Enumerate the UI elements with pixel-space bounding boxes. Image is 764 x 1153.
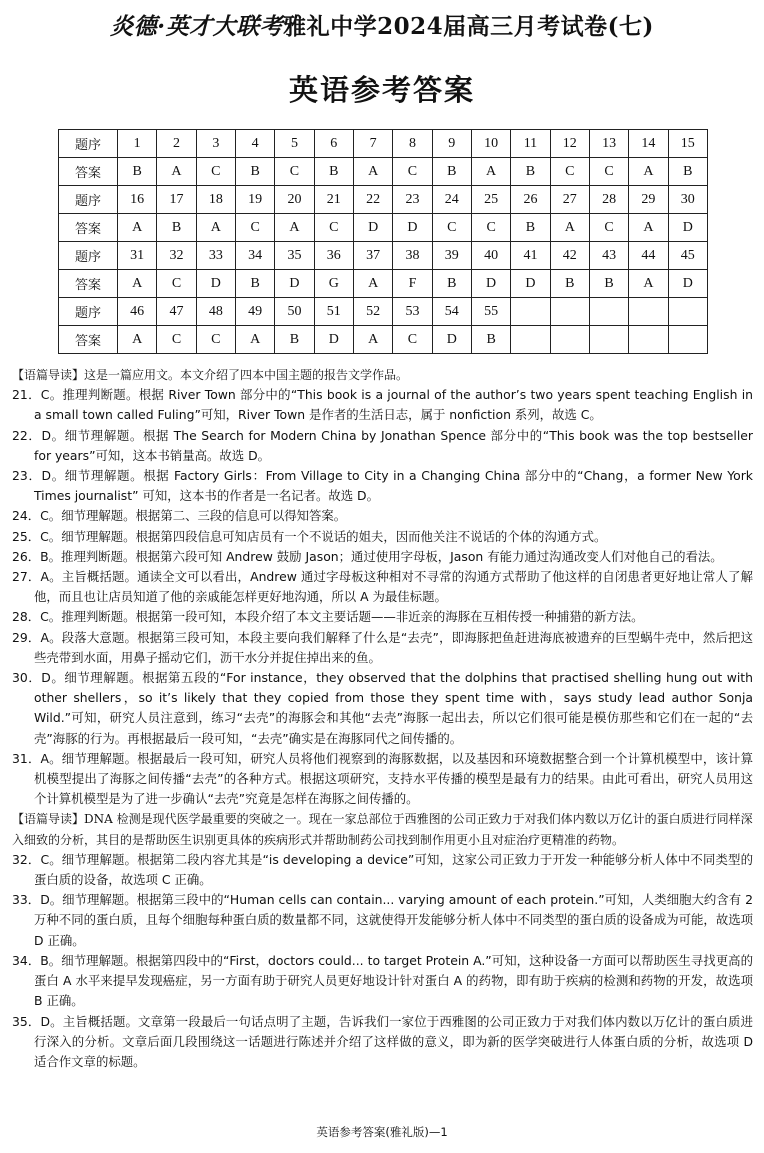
answer-cell: B xyxy=(511,214,550,242)
row-label: 答案 xyxy=(59,326,118,354)
answer-cell: D xyxy=(471,270,510,298)
question-number-cell: 35 xyxy=(275,242,314,270)
answer-row xyxy=(59,270,708,298)
number-row xyxy=(59,298,708,326)
question-number-cell: 3 xyxy=(196,130,235,158)
explanation-34: 34．B。细节理解题。根据第四段中的“First，doctors could... to target Protein A.”可知，这种设备一方面可以帮助医生寻找更高的蛋白 A 水平来提早发现癌症，另一方面有助于研究人员更好地设计针对蛋白 A 的药物，即有助于疾病的检测和药物的开发，故选项 B 正确。 xyxy=(12,952,753,1009)
question-number-cell: 2 xyxy=(157,130,196,158)
question-number-cell: 48 xyxy=(196,298,235,326)
explanation-32: 32．C。细节理解题。根据第二段内容尤其是“is developing a device”可知，这家公司正致力于开发一种能够分析人体中不同类型的蛋白质的设备，故选项 C 正确。 xyxy=(12,851,753,888)
question-number-cell: 5 xyxy=(275,130,314,158)
row-label: 答案 xyxy=(59,270,118,298)
answer-cell: D xyxy=(668,270,707,298)
answer-cell: C xyxy=(393,326,432,354)
answer-row xyxy=(59,214,708,242)
question-number-cell: 21 xyxy=(314,186,353,214)
number-row xyxy=(59,242,708,270)
answer-cell: C xyxy=(314,214,353,242)
answer-cell: B xyxy=(511,158,550,186)
explanation-27: 27．A。主旨概括题。通读全文可以看出，Andrew 通过字母板这种相对不寻常的沟通方式帮助了他这样的自闭患者更好地让常人了解他，而且也让店员知道了他的亲戚能怎样更好地沟通，所以 A 为最佳标题。 xyxy=(12,569,753,605)
question-number-cell: 8 xyxy=(393,130,432,158)
question-number-cell: 47 xyxy=(157,298,196,326)
answer-cell: B xyxy=(550,270,589,298)
answer-cell: B xyxy=(589,270,628,298)
question-number-cell: 36 xyxy=(314,242,353,270)
answer-cell: D xyxy=(432,326,471,354)
answer-cell: C xyxy=(275,158,314,186)
answer-cell: A xyxy=(353,326,392,354)
answer-cell: B xyxy=(235,270,274,298)
answer-cell xyxy=(668,326,707,354)
answer-cell: B xyxy=(157,214,196,242)
number-row xyxy=(59,130,708,158)
answer-cell: B xyxy=(432,270,471,298)
question-number-cell: 41 xyxy=(511,242,550,270)
question-number-cell: 26 xyxy=(511,186,550,214)
question-number-cell: 37 xyxy=(353,242,392,270)
question-number-cell: 53 xyxy=(393,298,432,326)
question-number-cell: 15 xyxy=(668,130,707,158)
answer-cell: F xyxy=(393,270,432,298)
answer-cell xyxy=(511,326,550,354)
answer-cell: C xyxy=(157,326,196,354)
answer-cell: C xyxy=(589,214,628,242)
question-number-cell: 12 xyxy=(550,130,589,158)
question-number-cell: 22 xyxy=(353,186,392,214)
row-label: 题序 xyxy=(59,130,118,158)
question-number-cell: 45 xyxy=(668,242,707,270)
answer-cell: A xyxy=(353,270,392,298)
explanation-23: 23．D。细节理解题。根据 Factory Girls：From Village to City in a Changing China 部分中的“Chang，a former New York Times journalist” 可知，这本书的作者是一名记者。故选 D。 xyxy=(12,468,753,504)
answer-cell: A xyxy=(471,158,510,186)
row-label: 答案 xyxy=(59,214,118,242)
explanation-22: 22．D。细节理解题。根据 The Search for Modern China by Jonathan Spence 部分中的“This book was the top bestseller for years”可知，这本书销量高。故选 D。 xyxy=(12,427,753,463)
question-number-cell: 39 xyxy=(432,242,471,270)
question-number-cell: 14 xyxy=(629,130,668,158)
question-number-cell: 4 xyxy=(235,130,274,158)
question-number-cell: 6 xyxy=(314,130,353,158)
answer-row xyxy=(59,158,708,186)
question-number-cell xyxy=(550,298,589,326)
row-label: 题序 xyxy=(59,298,118,326)
question-number-cell: 44 xyxy=(629,242,668,270)
question-number-cell xyxy=(668,298,707,326)
answer-cell: B xyxy=(275,326,314,354)
question-number-cell xyxy=(629,298,668,326)
passage-guide-1: 【语篇导读】这是一篇应用文。本文介绍了四本中国主题的报告文学作品。 xyxy=(12,368,409,382)
explanation-24: 24．C。细节理解题。根据第二、三段的信息可以得知答案。 xyxy=(12,508,347,524)
question-number-cell: 54 xyxy=(432,298,471,326)
row-label: 题序 xyxy=(59,242,118,270)
question-number-cell: 23 xyxy=(393,186,432,214)
passage-guide-2: 【语篇导读】DNA 检测是现代医学最重要的突破之一。现在一家总部位于西雅图的公司正致力于对我们体内数以万亿计的蛋白质进行同样深入细致的分析，其目的是帮助医生识别更具体的疾病形式并帮助制药公司找到制作用更小且对症治疗更精准的药物。 xyxy=(12,812,753,847)
question-number-cell: 40 xyxy=(471,242,510,270)
number-row xyxy=(59,186,708,214)
answer-cell: C xyxy=(196,326,235,354)
question-number-cell: 19 xyxy=(235,186,274,214)
question-number-cell: 17 xyxy=(157,186,196,214)
answer-cell: C xyxy=(235,214,274,242)
explanation-28: 28．C。推理判断题。根据第一段可知，本段介绍了本文主要话题——非近亲的海豚在互相传授一种捕猎的新方法。 xyxy=(12,609,644,625)
row-label: 题序 xyxy=(59,186,118,214)
answer-cell: D xyxy=(353,214,392,242)
answer-cell: B xyxy=(471,326,510,354)
question-number-cell: 46 xyxy=(118,298,157,326)
question-number-cell: 43 xyxy=(589,242,628,270)
answer-cell: C xyxy=(157,270,196,298)
question-number-cell: 1 xyxy=(118,130,157,158)
question-number-cell: 9 xyxy=(432,130,471,158)
answer-cell: B xyxy=(668,158,707,186)
question-number-cell: 16 xyxy=(118,186,157,214)
explanations xyxy=(12,365,753,1072)
explanation-21: 21．C。推理判断题。根据 River Town 部分中的“This book is a journal of the author’s two years spent teaching English in a small town called Fuling”可知，River Town 是作者的生活日志，属于 nonfiction 系列，故选 C。 xyxy=(12,387,753,423)
answer-cell: C xyxy=(471,214,510,242)
answer-cell: D xyxy=(668,214,707,242)
question-number-cell: 49 xyxy=(235,298,274,326)
answer-cell: D xyxy=(314,326,353,354)
question-number-cell: 28 xyxy=(589,186,628,214)
question-number-cell xyxy=(589,298,628,326)
question-number-cell: 34 xyxy=(235,242,274,270)
explanation-25: 25．C。细节理解题。根据第四段信息可知店员有一个不说话的姐夫，因而他关注不说话的个体的沟通方式。 xyxy=(12,528,607,544)
answer-cell: B xyxy=(314,158,353,186)
answer-cell: C xyxy=(589,158,628,186)
question-number-cell: 42 xyxy=(550,242,589,270)
answer-cell: A xyxy=(118,214,157,242)
question-number-cell: 18 xyxy=(196,186,235,214)
answer-row xyxy=(59,326,708,354)
explanation-35: 35．D。主旨概括题。文章第一段最后一句话点明了主题，告诉我们一家位于西雅图的公司正致力于对我们体内数以万亿计的蛋白质进行深入的分析。文章后面几段围绕这一话题进行陈述并介绍了这样做的意义，即为新的医学突破进行人体蛋白质的分析，故选项 D 适合作文章的标题。 xyxy=(12,1013,753,1069)
question-number-cell: 31 xyxy=(118,242,157,270)
answer-cell xyxy=(629,326,668,354)
question-number-cell: 20 xyxy=(275,186,314,214)
question-number-cell: 24 xyxy=(432,186,471,214)
question-number-cell: 13 xyxy=(589,130,628,158)
question-number-cell: 25 xyxy=(471,186,510,214)
question-number-cell: 11 xyxy=(511,130,550,158)
question-number-cell: 30 xyxy=(668,186,707,214)
question-number-cell: 55 xyxy=(471,298,510,326)
answer-cell: C xyxy=(393,158,432,186)
answer-cell: A xyxy=(353,158,392,186)
answer-cell: D xyxy=(511,270,550,298)
answer-cell: C xyxy=(196,158,235,186)
answer-cell: A xyxy=(629,270,668,298)
answer-cell: A xyxy=(629,214,668,242)
answer-cell: A xyxy=(275,214,314,242)
answer-cell: C xyxy=(550,158,589,186)
answer-cell: A xyxy=(550,214,589,242)
answer-cell: A xyxy=(235,326,274,354)
page-title: 英语参考答案 xyxy=(288,73,475,107)
page-footer: 英语参考答案(雅礼版)—1 xyxy=(316,1125,448,1139)
answer-cell: A xyxy=(118,326,157,354)
brand-name: 炎德·英才大联考 xyxy=(110,13,284,40)
answer-cell: B xyxy=(432,158,471,186)
question-number-cell: 38 xyxy=(393,242,432,270)
answer-cell: A xyxy=(629,158,668,186)
explanation-26: 26．B。推理判断题。根据第六段可知 Andrew 鼓励 Jason；通过使用字母板，Jason 有能力通过沟通改变人们对他自己的看法。 xyxy=(12,548,723,564)
question-number-cell: 7 xyxy=(353,130,392,158)
answer-cell: A xyxy=(118,270,157,298)
question-number-cell: 50 xyxy=(275,298,314,326)
answer-cell: B xyxy=(235,158,274,186)
answer-cell: B xyxy=(118,158,157,186)
answer-cell: G xyxy=(314,270,353,298)
answer-cell: D xyxy=(196,270,235,298)
explanation-30: 30．D。细节理解题。根据第五段的“For instance，they observed that the dolphins that practised shelling hung out with other shellers，so it’s likely that they copied from those they spent time with，says study lead author Sonja Wild.”可知，研究人员注意到，练习“去壳”的海豚会和其他“去壳”海豚一起出去，所以它们很可能是模仿那些和它们在一起的“去壳”海豚的行为。再根据最后一段可知，“去壳”确实是在海豚同代之间传播的。 xyxy=(12,670,753,746)
answer-cell: A xyxy=(196,214,235,242)
row-label: 答案 xyxy=(59,158,118,186)
exam-header xyxy=(0,8,764,41)
answer-cell: C xyxy=(432,214,471,242)
question-number-cell: 10 xyxy=(471,130,510,158)
question-number-cell: 27 xyxy=(550,186,589,214)
question-number-cell xyxy=(511,298,550,326)
answer-cell: A xyxy=(157,158,196,186)
question-number-cell: 29 xyxy=(629,186,668,214)
answer-cell: D xyxy=(393,214,432,242)
explanation-33: 33．D。细节理解题。根据第三段中的“Human cells can contain... varying amount of each protein.”可知，人类细胞大约含有 2 万种不同的蛋白质，且每个细胞每种蛋白质的数量都不同，这就使得开发能够分析人体中不同类型的蛋白质的设备成为可能，故选项 D 正确。 xyxy=(12,892,753,948)
answer-cell xyxy=(589,326,628,354)
question-number-cell: 51 xyxy=(314,298,353,326)
question-number-cell: 52 xyxy=(353,298,392,326)
answer-cell: D xyxy=(275,270,314,298)
exam-name: 雅礼中学2024届高三月考试卷(七) xyxy=(283,13,654,40)
question-number-cell: 32 xyxy=(157,242,196,270)
explanation-31: 31．A。细节理解题。根据最后一段可知，研究人员将他们视察到的海豚数据，以及基因和环境数据整合到一个计算机模型中，该计算机模型提出了海豚之间传播“去壳”的各种方式。根据这项研究，支持水平传播的模型是最有力的结果。由此可看出，研究人员用这个计算机模型是为了进一步确认“去壳”究竟是怎样在海豚之间传播的。 xyxy=(12,750,753,807)
question-number-cell: 33 xyxy=(196,242,235,270)
answer-table xyxy=(58,129,708,354)
answer-cell xyxy=(550,326,589,354)
explanation-29: 29．A。段落大意题。根据第三段可知，本段主要向我们解释了什么是“去壳”，即海豚把鱼赶进海底被遗弃的巨型蜗牛壳中，然后把这些壳带到水面，用鼻子摇动它们，沥干水分并捉住掉出来的鱼。 xyxy=(12,629,753,665)
